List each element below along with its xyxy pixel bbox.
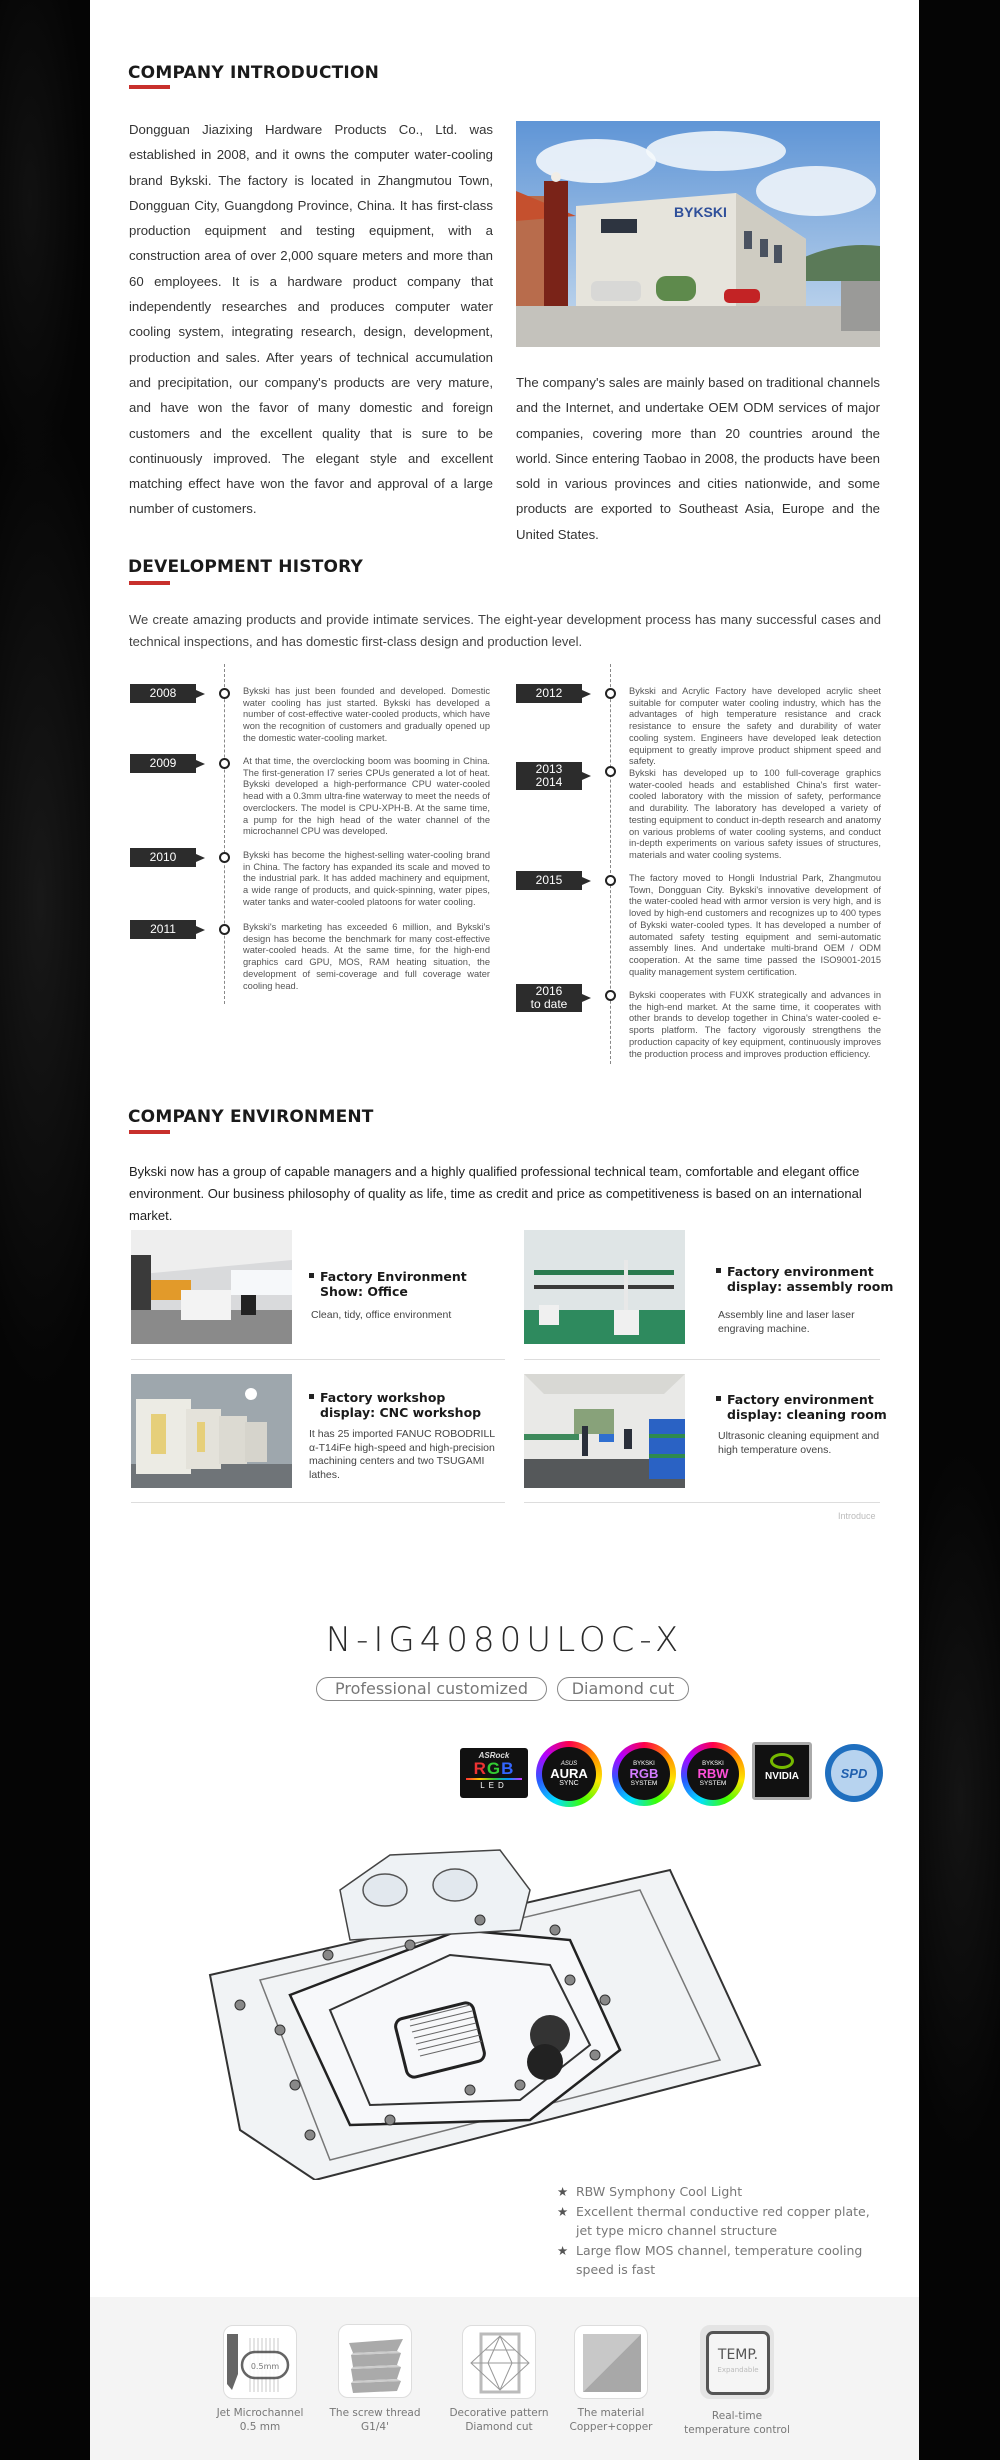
material-icon [574,2325,648,2399]
timeline-year-label: 2011 [130,920,196,939]
timeline-dot [605,766,616,777]
star-icon: ★ [557,2204,569,2219]
section-underline [129,85,170,89]
timeline-dot [219,924,230,935]
bykski-rbw-system-badge: BYKSKI RBW SYSTEM [681,1742,745,1806]
feature-item: ★ Large flow MOS channel, temperature cooling speed is fast [557,2243,863,2277]
card-title: Factory environment display: assembly room [716,1264,893,1294]
assembly-photo [524,1230,685,1344]
spec-label: Real-time temperature control [684,2410,790,2436]
timeline-line-right [610,664,611,1064]
timeline-year-label: 2016 to date [516,984,582,1012]
bykski-rgb-system-badge: BYKSKI RGB SYSTEM [612,1742,676,1806]
divider [131,1502,505,1503]
star-icon: ★ [557,2184,569,2199]
section-title-introduction: COMPANY INTRODUCTION [128,63,380,83]
timeline-text: Bykski has become the highest-selling water-cooling brand in China. The factory has expanded its scale and moved to the industrial park. It has added machinery and equipment, a wide range of products, and quick-spinning, water pipes, water tanks and water-cooled platoons for water cooling. [243,850,490,907]
divider [524,1359,880,1360]
feature-item: ★ Excellent thermal conductive red copper plate, jet type micro channel structure [557,2204,870,2238]
history-intro: We create amazing products and provide intimate services. The eight-year development process has many successful cases and technical inspections, and has domestic first-class design and production level. [129,612,881,649]
cleaning-photo [524,1374,685,1488]
bullet-icon [716,1268,721,1273]
section-underline [129,581,170,585]
introduce-label: Introduce [838,1511,876,1521]
asrock-rgb-led-badge: ASRock RGB LED [460,1748,528,1798]
environment-intro: Bykski now has a group of capable managers and a highly qualified professional technical team, comfortable and elegant office environment. Our business philosophy of quality as life, time as credit and price as competitiveness is based on an international market. [129,1164,862,1223]
spec-label: The material Copper+copper [569,2407,653,2433]
timeline-dot [219,852,230,863]
divider [524,1502,880,1503]
timeline-dot [219,688,230,699]
bullet-icon [309,1394,314,1399]
card-desc: Assembly line and laser laser engraving machine. [718,1309,855,1335]
feature-list [557,2182,877,2279]
spec-label: Jet Microchannel 0.5 mm [216,2407,304,2433]
tag-diamond-cut: Diamond cut [557,1677,689,1701]
timeline-year-label: 2012 [516,684,582,703]
timeline-text: Bykski cooperates with FUXK strategically and advances in the high-end market. At the same time, it cooperates with other brands to develop together in China's water-cooled e-sports platform. The factory vigorously strengthens the production capacity of key equipment, continuously improves the production process and improves production efficiency. [629,990,881,1059]
card-title: Factory environment display: cleaning room [716,1392,887,1422]
feature-item: ★ RBW Symphony Cool Light [557,2184,743,2199]
timeline-year-label: 2009 [130,754,196,773]
timeline-year-label: 2015 [516,871,582,890]
timeline-year-label: 2008 [130,684,196,703]
office-photo [131,1230,292,1344]
star-icon: ★ [557,2243,569,2258]
intro-right-text: The company's sales are mainly based on traditional channels and the Internet, and undertake OEM ODM services of major companies, covering more than 20 countries around the world. Since entering Taobao in 2008, the products have been sold in various provinces and cities nationwide, and some products are exported to Southeast Asia, Europe and the United States. [516,375,880,542]
timeline-text: Bykski has just been founded and developed. Domestic water cooling has just started. Bykski has developed a number of cost-effective water-cooled products, which have won the recognition of customers and gradually opened up the domestic water-cooling market. [243,686,490,743]
divider [131,1359,505,1360]
section-title-environment: COMPANY ENVIRONMENT [128,1107,374,1127]
nvidia-eye-icon [770,1753,794,1769]
timeline-text: The factory moved to Hongli Industrial Park, Zhangmutou Town, Dongguan City. Bykski's innovative development of the water-cooled head with armor version is very high, and is loved by high-end customers and recognizes up to 400 types of Bykski water-cooled types. It has developed a number of automated safety testing equipment and semi-automatic assembly lines. And undertake multi-brand OEM / ODM cooperation. At the same time passed the ISO9001-2015 quality management system certification. [629,873,881,977]
card-desc: It has 25 imported FANUC ROBODRILL α-T14iFe high-speed and high-precision machining centers and two TSUGAMI lathes. [309,1428,495,1481]
water-block-product-image [200,1830,780,2180]
timeline-text: Bykski and Acrylic Factory have developed acrylic sheet suitable for computer water cooling industry, which has the advantages of high temperature resistance and crack resistance to ensure the safety and durability of water cooling system. Engineers have developed leak detection equipment to greatly improve product shipment speed and safety. [629,686,881,767]
tag-professional-customized: Professional customized [316,1677,547,1701]
section-title-history: DEVELOPMENT HISTORY [128,557,364,577]
spd-badge: SPD [825,1744,883,1802]
timeline-dot [605,990,616,1001]
cnc-photo [131,1374,292,1488]
asus-aura-sync-badge: ASUS AURA SYNC [536,1741,602,1807]
temperature-icon: TEMP. Expandable [700,2325,774,2399]
timeline-dot [605,688,616,699]
spec-label: The screw thread G1/4' [329,2407,421,2433]
timeline-text: At that time, the overclocking boom was booming in China. The first-generation I7 series CPUs generated a lot of heat. Bykski developed a high-performance CPU water-cooled head with a 0.3mm ultra-fine waterway to meet the needs of overclockers. The model is CPU-XPH-B. At the same time, a pump for the high head of the water channel of the microchannel CPU was developed. [243,756,490,837]
section-underline [129,1130,170,1134]
svg-text:BYKSKI: BYKSKI [674,204,727,220]
diamond-cut-icon [462,2325,536,2399]
screw-thread-icon [338,2324,412,2398]
timeline-text: Bykski has developed up to 100 full-coverage graphics water-cooled heads and established China's first water-cooled laboratory with the mission of safety, performance and durability. The laboratory has developed a variety of testing equipment to conduct in-depth research and anatomy on various problems of water cooling systems, and conduct in-depth experiments on various safety issues of structures, materials and water cooling systems. [629,768,881,860]
jet-microchannel-icon [223,2325,297,2399]
factory-photo [516,121,880,347]
intro-left-text: Dongguan Jiazixing Hardware Products Co., Ltd. was established in 2008, and it owns the computer water-cooling brand Bykski. The factory is located in Zhangmutou Town, Dongguan City, Guangdong Province, China. It has first-class production equipment and testing equipment, with a construction area of over 2,000 square meters and more than 60 employees. It is a hardware product company that independently researches and produces computer water cooling system, integrating research, design, development, production and sales. After years of technical accumulation and precipitation, our company's products are very mature, and have won the favor of many domestic and foreign customers and the excellent quality that is sure to be continuously improved. The elegant style and excellent matching effect have won the favor and approval of a large number of customers. [129,122,493,517]
svg-text:0.5mm: 0.5mm [250,2362,280,2371]
card-title: Factory workshop display: CNC workshop [309,1390,481,1420]
product-model: N-IG4080ULOC-X [325,1620,684,1660]
content-panel [90,0,919,2460]
timeline-text: Bykski's marketing has exceeded 6 million, and Bykski's design has become the benchmark for many cost-effective water-cooled heads. At the same time, for the high-end graphics card GPU, MOS, RAM heating situation, the development of semi-coverage and full coverage water cooling head. [243,922,490,991]
card-desc: Ultrasonic cleaning equipment and high temperature ovens. [718,1430,880,1456]
card-desc: Clean, tidy, office environment [311,1309,452,1321]
bullet-icon [716,1396,721,1401]
timeline-year-label: 2010 [130,848,196,867]
timeline-year-label: 2013 2014 [516,762,582,790]
bullet-icon [309,1273,314,1278]
timeline-dot [219,758,230,769]
nvidia-badge: NVIDIA [752,1742,812,1800]
timeline-dot [605,875,616,886]
card-title: Factory Environment Show: Office [309,1269,467,1299]
timeline-line-left [224,664,225,1004]
spec-icons-band [90,2297,919,2460]
spec-label: Decorative pattern Diamond cut [449,2407,549,2433]
